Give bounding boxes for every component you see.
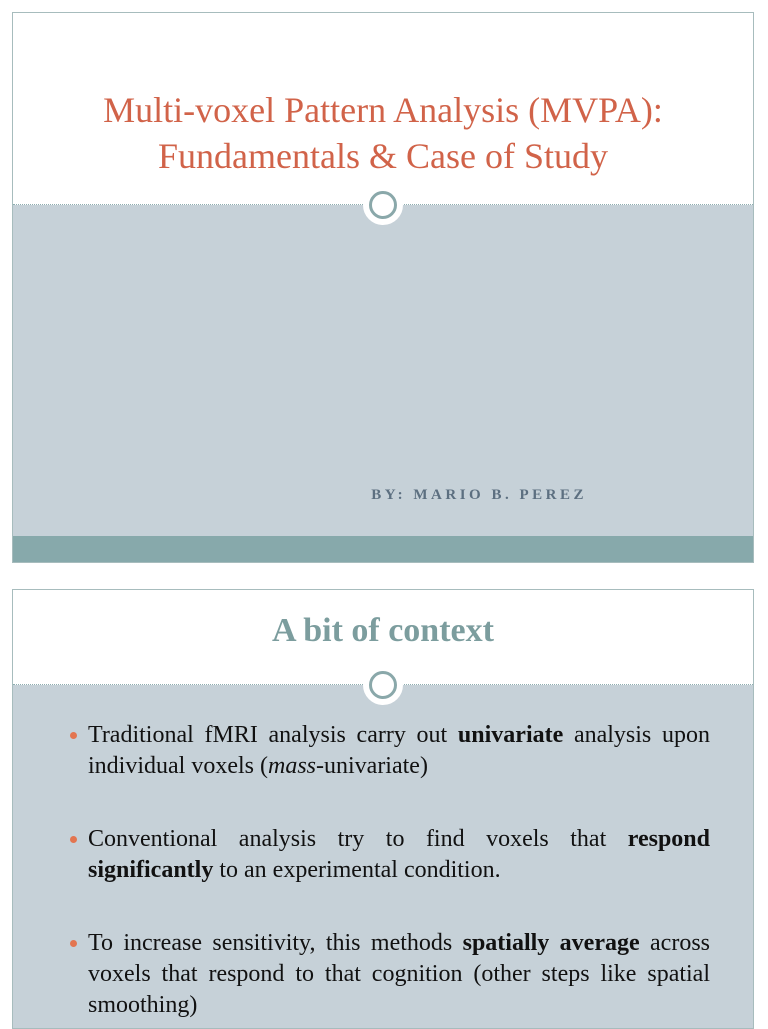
bullet-emphasis: spatially average (462, 930, 640, 956)
footer-band (13, 536, 753, 562)
bullet-emphasis: univariate (457, 722, 564, 748)
slide-title (12, 12, 754, 563)
slide-context (12, 589, 754, 1029)
bullet-item (88, 928, 710, 1021)
bullet-text: across voxels that respond to that cognition (other steps like spatial smoothing) (88, 930, 710, 1018)
bullet-text: analysis upon individual voxels ( (88, 722, 710, 779)
bullet-dot-icon (70, 940, 77, 947)
bullet-item (88, 720, 710, 782)
title-line-2: Fundamentals & Case of Study (158, 136, 608, 176)
bullet-list (88, 720, 710, 1029)
bullet-dot-icon (70, 836, 77, 843)
slide-title-text (33, 87, 733, 179)
title-line-1: Multi-voxel Pattern Analysis (MVPA): (103, 90, 663, 130)
slide-title-header (13, 13, 753, 205)
slide-heading: A bit of context (272, 612, 494, 649)
circle-ornament-icon (363, 185, 403, 225)
bullet-dot-icon (70, 732, 77, 739)
author-byline: BY: MARIO B. PEREZ (371, 487, 587, 503)
bullet-text: Traditional fMRI analysis carry out (88, 722, 458, 748)
bullet-italic: mass (267, 753, 316, 779)
bullet-item (88, 824, 710, 886)
circle-ornament-icon (363, 665, 403, 705)
bullet-text: Conventional analysis try to find voxels that (88, 826, 628, 852)
bullet-text: -univariate) (316, 753, 428, 779)
slide-title-body (13, 205, 753, 536)
bullet-text: to an experimental condition. (213, 857, 501, 883)
bullet-text: To increase sensitivity, this methods (88, 930, 463, 956)
bullet-emphasis: respond significantly (88, 826, 710, 883)
